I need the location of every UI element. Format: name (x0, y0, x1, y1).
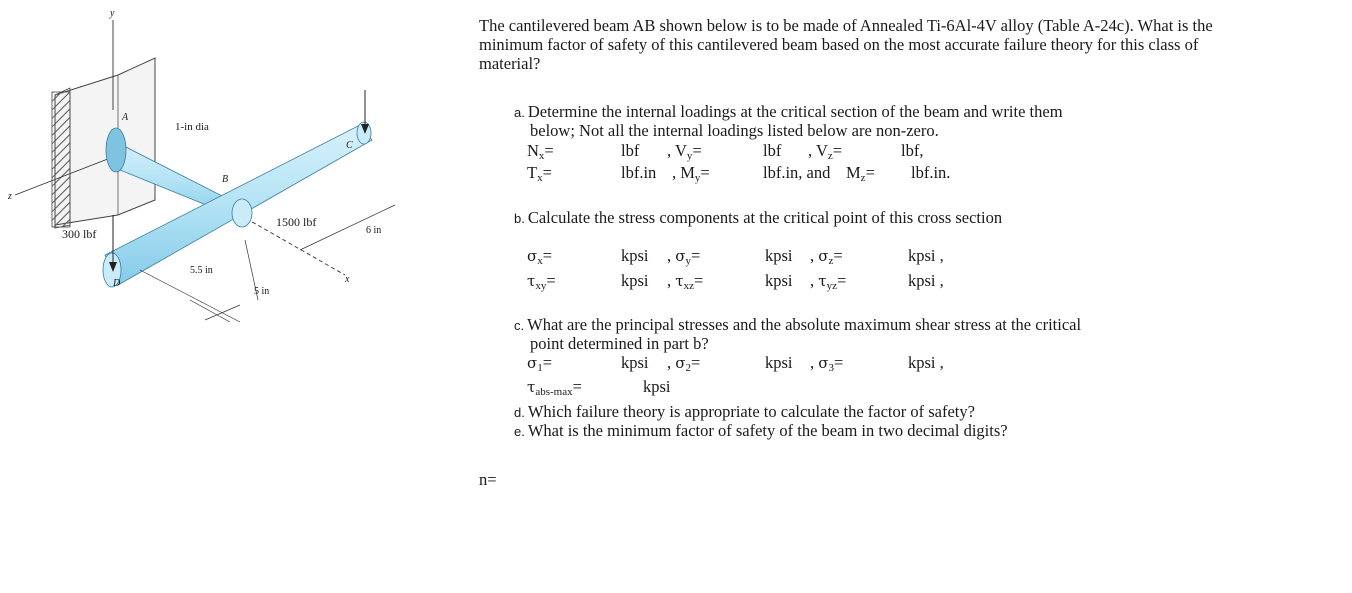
sigma-z-label: , $\sigma_z=$ (810, 246, 843, 267)
part-c-text2: point determined in part b? (530, 334, 709, 353)
tx-label: $T_x=$ (527, 163, 552, 184)
part-d-tag: d. (514, 405, 525, 420)
tau-xz-label: , $\tau_{xz}=$ (667, 271, 704, 292)
part-b-tag: b. (514, 211, 525, 226)
part-c-text1: What are the principal stresses and the absolute maximum shear stress at the critical (527, 315, 1082, 334)
sigma-y-unit: kpsi (765, 246, 793, 265)
tau-absmax-unit: kpsi (643, 377, 671, 396)
sigma-1-label: $\sigma_1=$ (527, 353, 553, 374)
diameter-label: 1-in dia (175, 121, 209, 133)
sigma-z-unit: kpsi , (908, 246, 944, 265)
sigma-2-unit: kpsi (765, 353, 793, 372)
load-300-label: 300 lbf (62, 227, 97, 241)
nx-unit: lbf (621, 141, 640, 160)
tau-xz-unit: kpsi (765, 271, 793, 290)
mz-label: $M_z=$ (846, 163, 875, 184)
sigma-y-label: , $\sigma_y=$ (667, 246, 701, 267)
part-a-line1 (514, 102, 1063, 122)
part-b-line (514, 208, 1002, 228)
my-unit: lbf.in, and (763, 163, 831, 182)
vy-unit: lbf (763, 141, 782, 160)
problem-statement: The cantilevered beam AB shown below is to be made of Annealed Ti-6Al-4V alloy (Table A-24c). What is the minimum factor of safety of this cantilevered beam based on the most accurate failure theory for this class of material? (479, 16, 1213, 73)
dim-5in-label: 5 in (254, 286, 270, 297)
axis-y-label: y (110, 8, 115, 19)
part-c-tag: c. (514, 318, 525, 333)
label-c: C (346, 140, 353, 151)
axis-x-label: x (345, 274, 350, 285)
tau-xy-unit: kpsi (621, 271, 649, 290)
part-b-text: Calculate the stress components at the critical point of this cross section (527, 208, 1003, 227)
part-a-text1: Determine the internal loadings at the critical section of the beam and write them (527, 102, 1063, 121)
axis-z-label: z (8, 191, 12, 202)
nx-label: $N_x=$ (527, 141, 554, 162)
sigma-3-unit: kpsi , (908, 353, 944, 372)
my-label: , $M_y=$ (672, 163, 710, 184)
sigma-x-unit: kpsi (621, 246, 649, 265)
beam-figure (0, 0, 460, 360)
answer-n-label: n= (479, 470, 497, 489)
dim-6in-label: 6 in (366, 225, 382, 236)
part-d-line (514, 402, 975, 422)
part-a-tag: a. (514, 105, 525, 120)
tau-yz-label: , $\tau_{yz}=$ (810, 271, 847, 292)
part-e-tag: e. (514, 424, 525, 439)
tau-xy-label: $\tau_{xy}=$ (527, 271, 556, 292)
label-b: B (222, 174, 229, 185)
sigma-1-unit: kpsi (621, 353, 649, 372)
beam-diagram (0, 0, 460, 360)
vy-label: , $V_y=$ (667, 141, 702, 162)
part-e-line (514, 421, 1008, 441)
vz-label: , $V_z=$ (808, 141, 843, 162)
part-a-text2: below; Not all the internal loadings listed below are non-zero. (530, 121, 939, 140)
label-d: D (113, 278, 121, 289)
tx-unit: lbf.in (621, 163, 657, 182)
load-1500-label: 1500 lbf (276, 215, 317, 229)
tau-yz-unit: kpsi , (908, 271, 944, 290)
part-c-line1 (514, 315, 1081, 335)
joint-b (232, 199, 252, 227)
tau-absmax-label: $\tau_{abs-max}=$ (527, 377, 582, 398)
mz-unit: lbf.in. (911, 163, 951, 182)
sigma-3-label: , $\sigma_3=$ (810, 353, 844, 374)
sigma-2-label: , $\sigma_2=$ (667, 353, 701, 374)
label-a: A (122, 112, 129, 123)
part-e-text: What is the minimum factor of safety of the beam in two decimal digits? (527, 421, 1008, 440)
part-d-text: Which failure theory is appropriate to calculate the factor of safety? (527, 402, 975, 421)
dim-55in-label: 5.5 in (190, 265, 213, 276)
vz-unit: lbf, (901, 141, 924, 160)
sigma-x-label: $\sigma_x=$ (527, 246, 553, 267)
